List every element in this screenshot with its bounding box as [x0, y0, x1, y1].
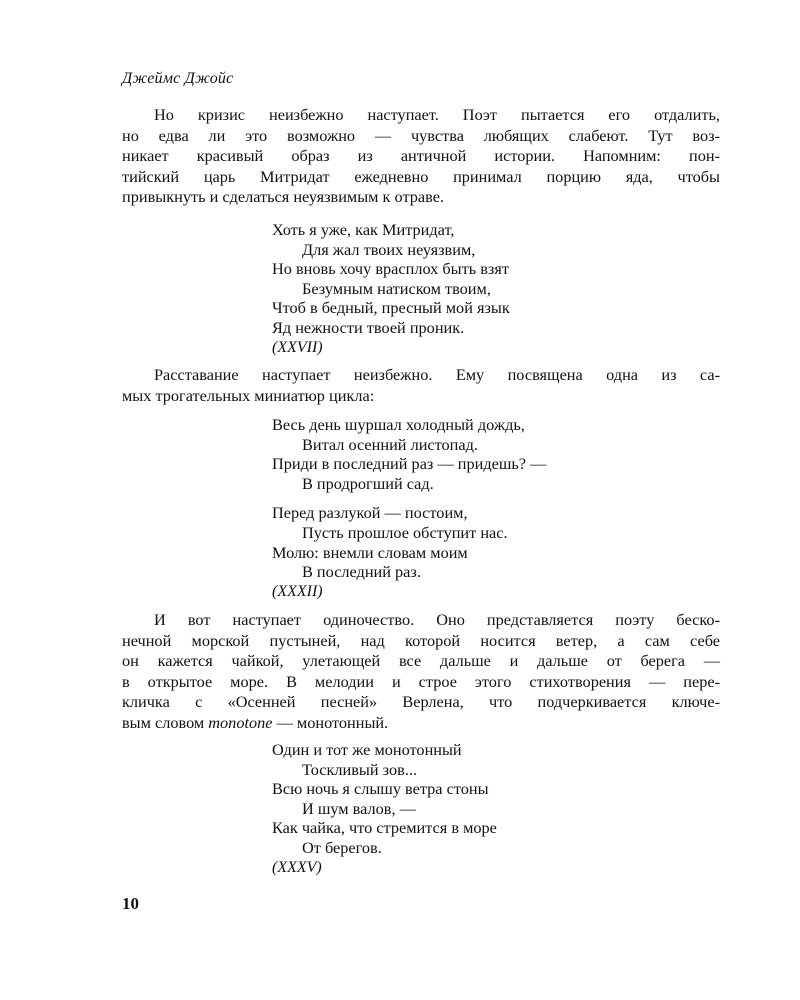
paragraph-mithridates-intro	[122, 105, 720, 208]
verse-line: Безумным натиском твоим,	[302, 278, 491, 298]
verse-line: Но вновь хочу врасплох быть взят	[272, 259, 509, 279]
verse-line: Весь день шуршал холодный дождь,	[272, 415, 525, 434]
verse-line: Пусть прошлое обступит нас.	[302, 522, 508, 542]
verse-line: И шум валов, —	[302, 798, 416, 818]
verse-line: Один и тот же монотонный	[272, 740, 462, 759]
paragraph-line: Но кризис неизбежно наступает. Поэт пытается его отдалить,	[154, 105, 720, 124]
verse-line: В продрогший сад.	[302, 473, 434, 493]
verse-line: Тоскливый зов...	[302, 759, 418, 779]
verse-line: Перед разлукой — постоим,	[272, 503, 468, 523]
paragraph-line: нечной морской пустыней, над которой носится ветер, а сам себе	[122, 630, 720, 650]
verse-line: Как чайка, что стремится в море	[272, 818, 497, 838]
paragraph-line: привыкнуть и сделаться неуязвимым к отраве.	[122, 187, 445, 206]
paragraph-line: И вот наступает одиночество. Оно представляется поэту беско-	[154, 610, 720, 629]
verse-line: Для жал твоих неуязвим,	[302, 239, 476, 259]
verse-line: Хоть я уже, как Митридат,	[272, 220, 455, 239]
paragraph-line: Расставание наступает неизбежно. Ему посвящена одна из са-	[154, 365, 720, 384]
paragraph-line: в открытое море. В мелодии и строе этого стихотворения — пере-	[122, 671, 720, 691]
verse-line: Витал осенний листопад.	[302, 434, 478, 454]
paragraph-line: мых трогательных миниатюр цикла:	[122, 385, 375, 405]
term-monotone: monotone	[208, 712, 273, 732]
poem-xxvii	[272, 220, 652, 357]
paragraph-line: кличка с «Осенней песней» Верлена, что подчеркивается ключе-	[122, 692, 720, 711]
paragraph-line: никает красивый образ из античной истории. Напомним: пон-	[122, 146, 720, 165]
verse-line: В последний раз.	[302, 562, 421, 582]
poem-xxxv	[272, 740, 652, 877]
paragraph-line: тийский царь Митридат ежедневно принимал порцию яда, чтобы	[122, 166, 720, 186]
verse-line: Яд нежности твоей проник.	[272, 317, 465, 337]
paragraph-line: он кажется чайкой, улетающей все дальше и дальше от берега —	[122, 651, 720, 670]
paragraph-line-last	[122, 713, 720, 734]
running-head: Джеймс Джойс	[122, 70, 234, 87]
paragraph-line: но едва ли это возможно — чувства любящих слабеют. Тут воз-	[122, 125, 720, 145]
poem-reference: (XXXII)	[272, 582, 323, 600]
verse-line: Чтоб в бедный, пресный мой язык	[272, 298, 510, 318]
verse-line: От берегов.	[302, 837, 382, 857]
poem-reference: (XXVII)	[272, 338, 323, 356]
verse-line: Всю ночь я слышу ветра стоны	[272, 779, 489, 799]
poem-reference: (XXXV)	[272, 858, 322, 876]
poem-xxxii	[272, 415, 652, 601]
paragraph-parting	[122, 365, 720, 406]
verse-line: Приди в последний раз — придешь? —	[272, 454, 547, 474]
stanza-gap	[272, 493, 652, 503]
page-number: 10	[122, 894, 139, 913]
paragraph-loneliness	[122, 610, 720, 733]
line-text: вым словом	[122, 712, 209, 732]
line-text: — монотонный.	[272, 712, 389, 732]
verse-line: Молю: внемли словам моим	[272, 542, 468, 562]
